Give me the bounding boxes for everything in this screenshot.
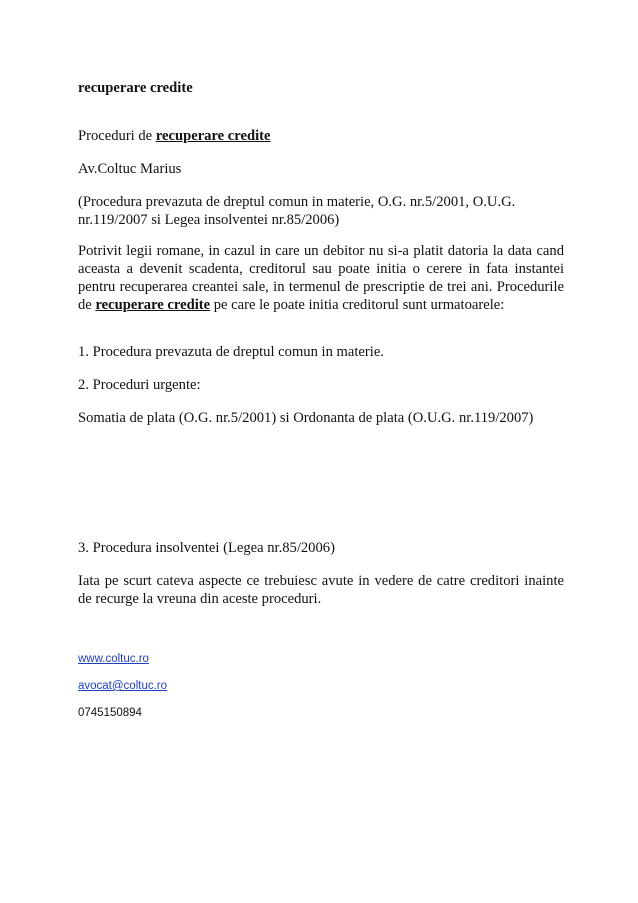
intro-text-part2: pe care le poate initia creditorul sunt urmatoarele: [210, 297, 505, 313]
intro-text-part1: Potrivit legii romane, in cazul in care un debitor nu si-a platit datoria la data cand aceasta a devenit scadenta, creditorul sau poate initia o cerere in fata instantei pentru recuperarea creantei sale, in termenul de prescriptie de trei ani. Procedurile de [78, 243, 564, 313]
website-link[interactable]: www.coltuc.ro [78, 653, 149, 665]
intro-keyword: recuperare credite [95, 297, 211, 313]
email-link[interactable]: avocat@coltuc.ro [78, 680, 168, 692]
author-name: Av.Coltuc Marius [78, 161, 182, 177]
intro-paragraph [78, 242, 564, 314]
website-link-line [78, 652, 568, 666]
email-link-line [78, 679, 568, 693]
procedure-item-1: 1. Procedura prevazuta de dreptul comun in materie. [78, 344, 384, 360]
subtitle-keyword: recuperare credite [155, 128, 271, 144]
procedure-item-3: 3. Procedura insolventei (Legea nr.85/2006) [78, 540, 335, 556]
legal-basis: (Procedura prevazuta de dreptul comun in materie, O.G. nr.5/2001, O.U.G. nr.119/2007 si Legea insolventei nr.85/2006) [78, 194, 516, 228]
subtitle-prefix: Proceduri de [78, 128, 156, 144]
closing-paragraph: Iata pe scurt cateva aspecte ce trebuiesc avute in vedere de catre creditori inainte de recurge la vreuna din aceste proceduri. [78, 573, 564, 607]
procedure-item-2-detail: Somatia de plata (O.G. nr.5/2001) si Ordonanta de plata (O.U.G. nr.119/2007) [78, 410, 534, 426]
document-subtitle [78, 127, 568, 145]
document-heading: recuperare credite [78, 80, 193, 96]
phone-number: 0745150894 [78, 707, 142, 719]
procedure-item-2: 2. Proceduri urgente: [78, 377, 201, 393]
